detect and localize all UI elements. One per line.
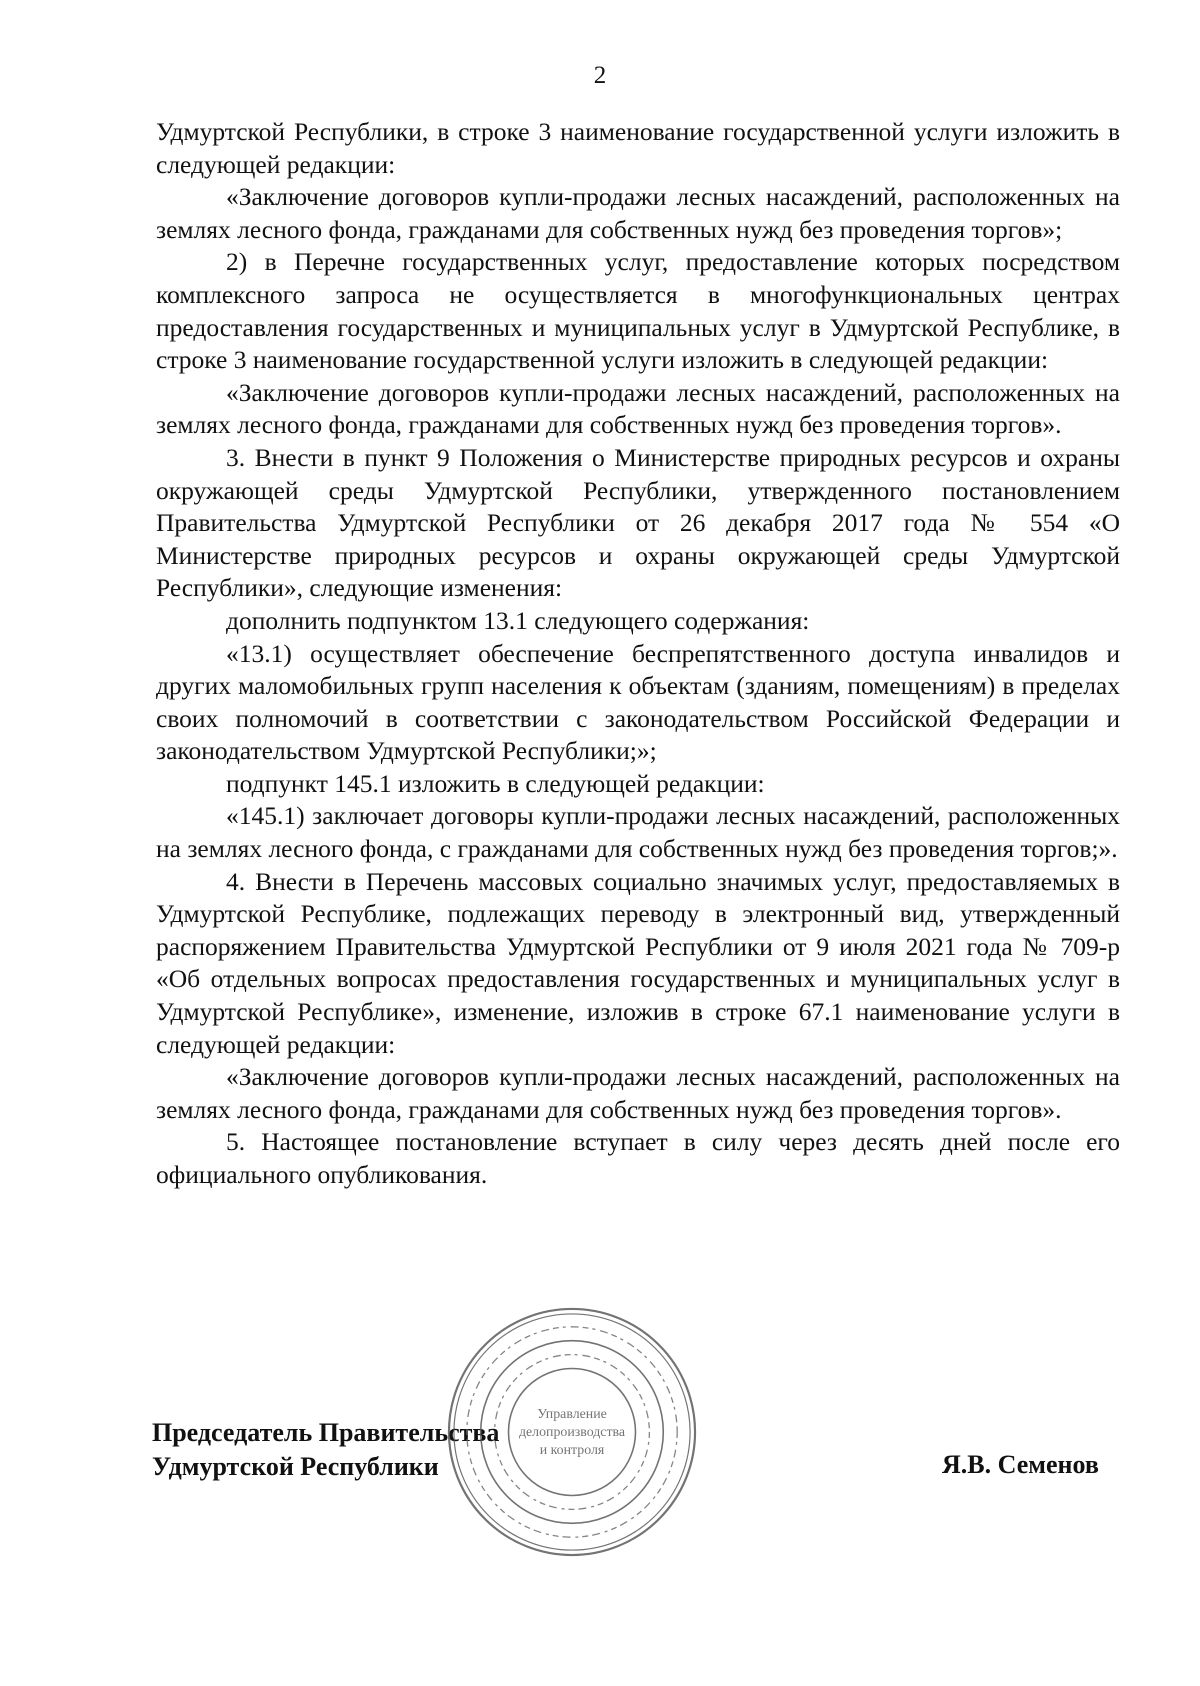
body-text — [156, 116, 1120, 1192]
seal-center-line: и контроля — [539, 1442, 605, 1458]
seal-center-line: Управление — [537, 1407, 607, 1423]
page-number: 2 — [593, 62, 607, 89]
paragraph: 3. Внести в пункт 9 Положения о Министерстве природных ресурсов и охраны окружающей среды Удмуртской Республики, утвержденного постановлением Правительства Удмуртской Республики от 26 декабря 2017 года № 554 «О Министерстве природных ресурсов и охраны окружающей среды Удмуртской Республики», следующие изменения: — [156, 442, 1120, 603]
signatory-title-line: Председатель Правительства — [152, 1418, 500, 1447]
seal-center-line: делопроизводства — [518, 1424, 626, 1440]
paragraph: «Заключение договоров купли-продажи лесных насаждений, расположенных на землях лесного фонда, гражданами для собственных нужд без проведения торгов». — [156, 1062, 1120, 1124]
paragraph: Удмуртской Республики, в строке 3 наименование государственной услуги изложить в следующей редакции: — [156, 117, 1120, 179]
signatory-title-line: Удмуртской Республики — [152, 1452, 439, 1481]
paragraph: подпункт 145.1 изложить в следующей редакции: — [226, 768, 765, 798]
paragraph: «Заключение договоров купли-продажи лесных насаждений, расположенных на землях лесного фонда, гражданами для собственных нужд без проведения торгов»; — [156, 182, 1120, 244]
official-seal-stamp — [443, 1303, 701, 1561]
paragraph: «13.1) осуществляет обеспечение беспрепятственного доступа инвалидов и других маломобильных групп населения к объектам (зданиям, помещениям) в пределах своих полномочий в соответствии с законодательством Российской Федерации и законодательством Удмуртской Республики;»; — [156, 638, 1120, 766]
paragraph: 5. Настоящее постановление вступает в силу через десять дней после его официального опубликования. — [156, 1127, 1120, 1189]
paragraph: «Заключение договоров купли-продажи лесных насаждений, расположенных на землях лесного фонда, гражданами для собственных нужд без проведения торгов». — [156, 377, 1120, 440]
paragraph: дополнить подпунктом 13.1 следующего содержания: — [226, 605, 810, 635]
paragraph: «145.1) заключает договоры купли-продажи лесных насаждений, расположенных на землях лесного фонда, с гражданами для собственных нужд без проведения торгов;». — [156, 801, 1120, 864]
paragraph: 2) в Перечне государственных услуг, предоставление которых посредством комплексного запроса не осуществляется в многофункциональных центрах предоставления государственных и муниципальных услуг в Удмуртской Республике, в строке 3 наименование государственной услуги изложить в следующей редакции: — [156, 247, 1120, 375]
signatory-name: Я.В. Семенов — [942, 1450, 1099, 1479]
paragraph: 4. Внести в Перечень массовых социально значимых услуг, предоставляемых в Удмуртской Республике, подлежащих переводу в электронный вид, утвержденный распоряжением Правительства Удмуртской Республики от 9 июля 2021 года № 709-р «Об отдельных вопросах предоставления государственных и муниципальных услуг в Удмуртской Республике», изменение, изложив в строке 67.1 наименование услуги в следующей редакции: — [156, 866, 1120, 1059]
